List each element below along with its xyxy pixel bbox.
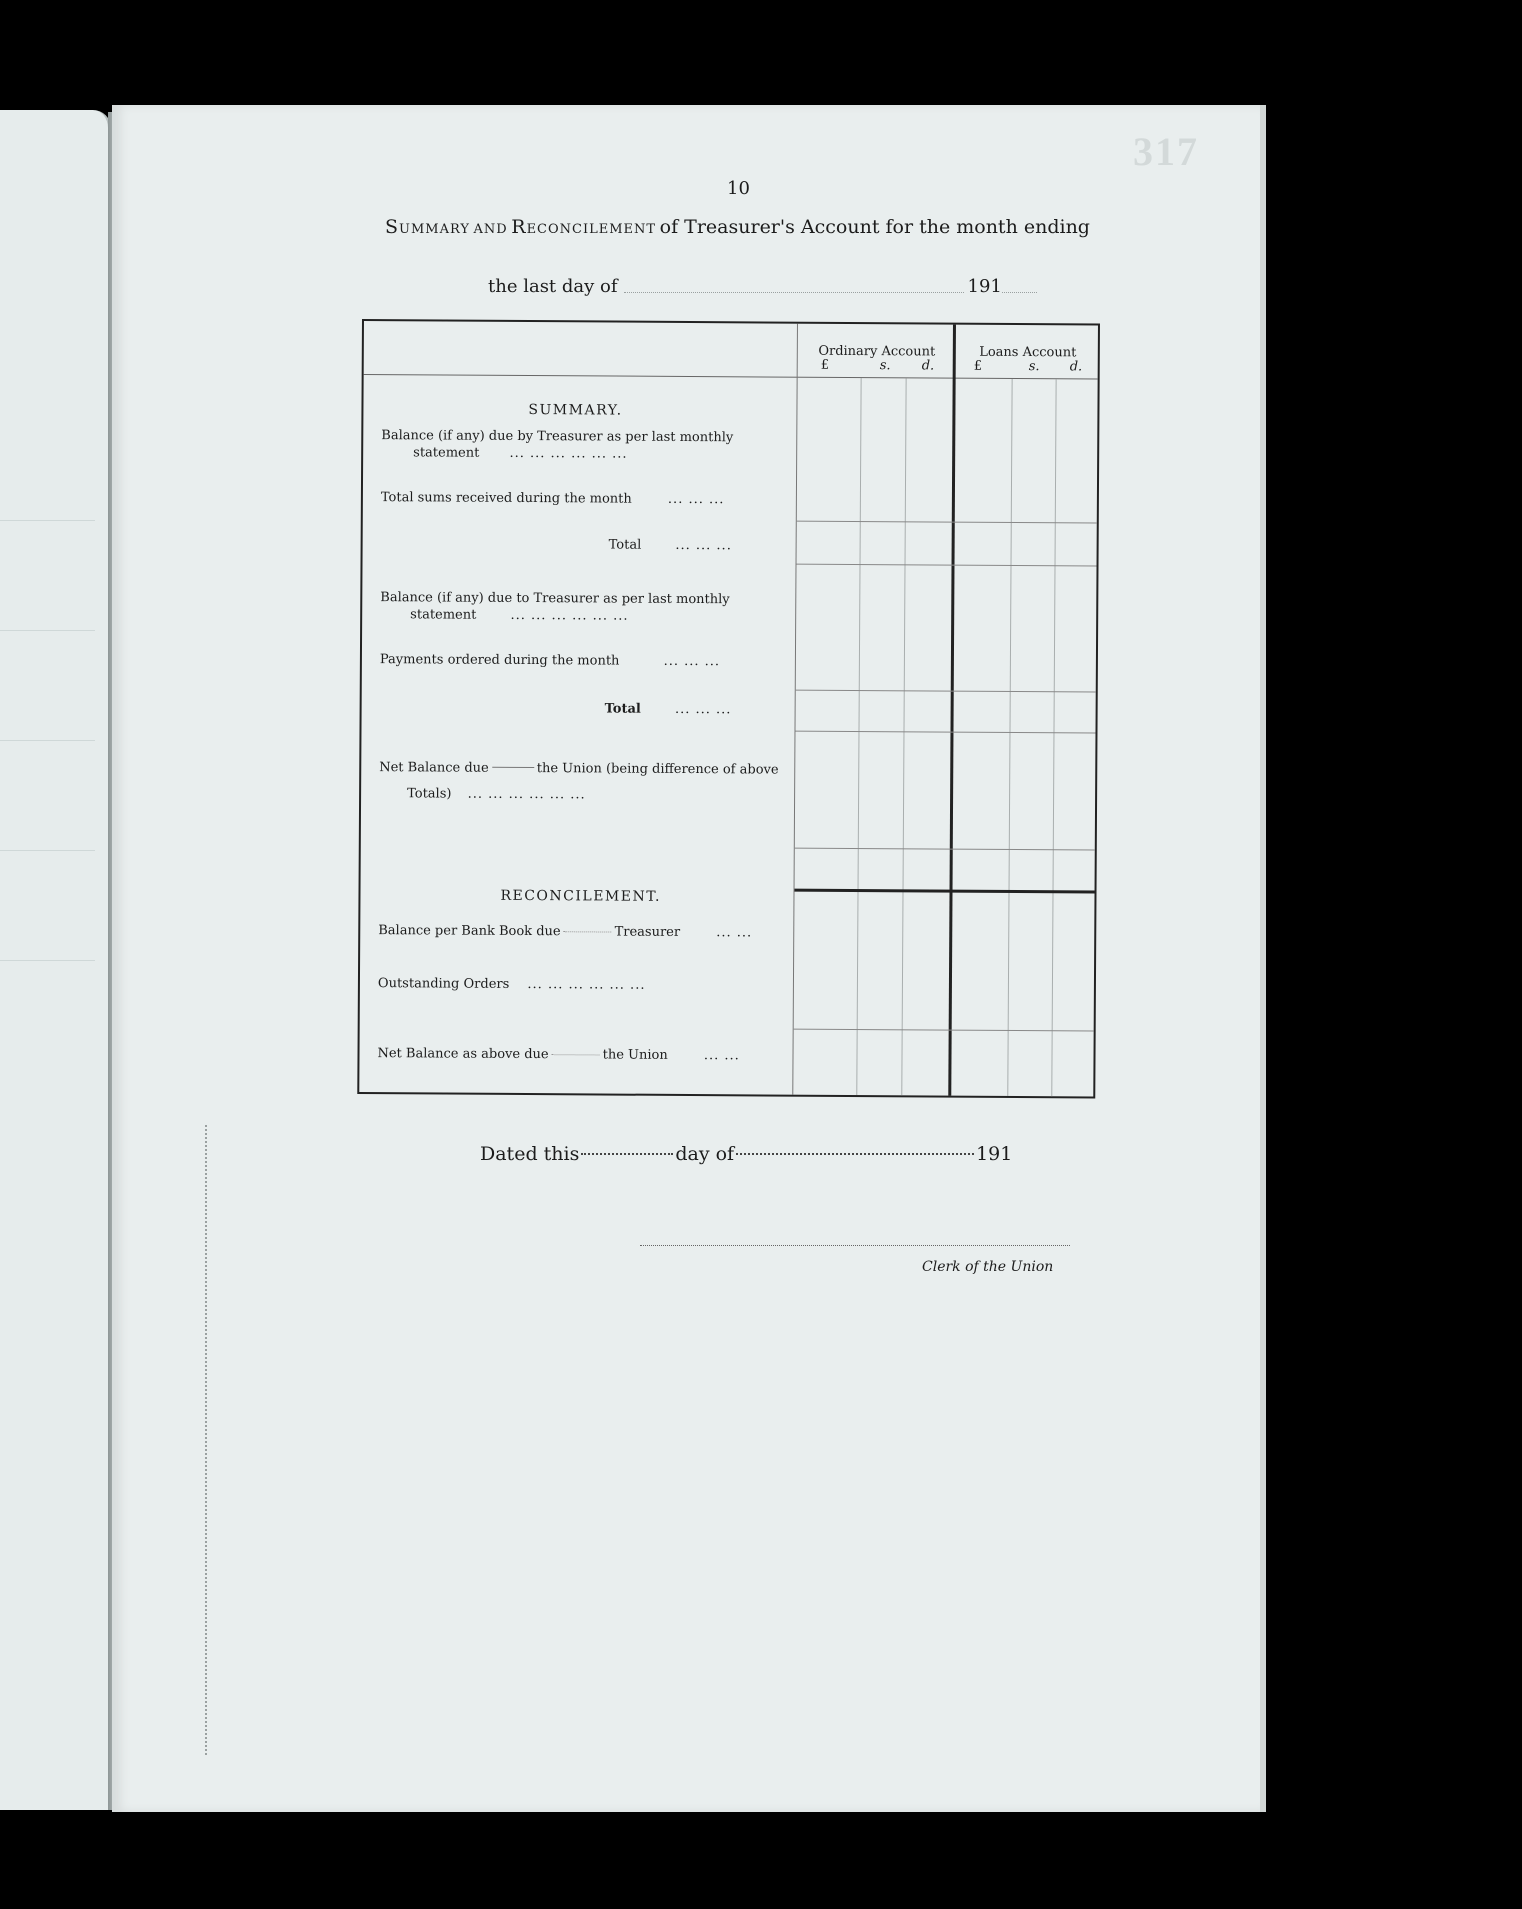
page-number: 10 — [727, 178, 750, 199]
clerk-signature-caption: Clerk of the Union — [922, 1259, 1054, 1275]
header-rule — [364, 374, 1098, 379]
page-rule — [0, 850, 95, 851]
ordinary-account-heading: Ordinary Account — [818, 343, 936, 360]
row-bank-book: Balance per Bank Book due Treasurer ... ... — [378, 923, 753, 941]
account-table — [357, 319, 1100, 1098]
month-ending-line — [488, 276, 1037, 297]
column-rule — [1051, 379, 1056, 1096]
row-total-received: Total sums received during the month ... ... ... — [380, 490, 725, 508]
reconcilement-heading: RECONCILEMENT. — [500, 887, 662, 905]
ordinary-pence: d. — [921, 358, 935, 374]
row-net-balance: Net Balance due the Union (being difference of above — [379, 760, 779, 778]
loans-shillings: s. — [1028, 359, 1040, 375]
total-rule — [797, 564, 1097, 567]
month-ending-year: 191 — [967, 276, 1002, 297]
signature-line[interactable] — [640, 1245, 1070, 1246]
page-rule — [0, 740, 95, 741]
row-total-1: Total ... ... ... — [608, 537, 732, 554]
summary-heading: SUMMARY. — [528, 402, 623, 419]
page-rule — [0, 630, 95, 631]
page-rule — [0, 520, 95, 521]
reconcilement-rule — [794, 1029, 1094, 1032]
month-blank-2[interactable] — [736, 1153, 974, 1155]
account-divider-rule — [948, 325, 955, 1096]
row-outstanding-orders: Outstanding Orders ... ... ... ... ... ... — [377, 976, 646, 993]
total-rule — [795, 731, 1095, 734]
title-summary: Summary — [385, 216, 470, 238]
net-balance-rule — [795, 848, 1095, 851]
binding-stitches — [205, 1125, 207, 1755]
loans-pence: d. — [1069, 359, 1083, 375]
label-column-rule — [792, 324, 798, 1095]
year-blank[interactable] — [1002, 292, 1037, 293]
subtotal-rule — [796, 690, 1096, 693]
row-net-as-above: Net Balance as above due the Union ... ... — [377, 1046, 740, 1064]
ordinary-shillings: s. — [879, 358, 891, 374]
column-rule — [901, 378, 906, 1095]
left-page — [0, 110, 111, 1810]
title-rest: of Treasurer's Account for the month ending — [659, 216, 1090, 238]
section-divider-rule — [795, 889, 1095, 893]
row-payments-ordered: Payments ordered during the month ... ... ... — [379, 652, 721, 670]
bank-book-blank[interactable] — [564, 931, 612, 932]
column-rule — [856, 378, 861, 1095]
title-and: and — [473, 216, 508, 238]
row-balance-to-treasurer: Balance (if any) due to Treasurer as per last monthly statement ... ... ... ... ... ... — [380, 590, 730, 624]
month-ending-prefix: the last day of — [488, 276, 618, 297]
loans-account-heading: Loans Account — [979, 344, 1077, 361]
row-net-balance-cont: Totals) ... ... ... ... ... ... — [407, 786, 586, 803]
ordinary-pounds: £ — [820, 357, 830, 373]
dated-line: Dated this day of 191 — [480, 1143, 1013, 1165]
loans-pounds: £ — [973, 358, 983, 374]
column-rule — [1007, 379, 1012, 1096]
page-title — [385, 216, 1090, 238]
net-as-above-blank[interactable] — [552, 1054, 600, 1055]
net-balance-blank[interactable] — [492, 766, 534, 767]
archive-stamp: 317 — [1133, 129, 1199, 174]
row-balance-by-treasurer: Balance (if any) due by Treasurer as per last monthly statement ... ... ... ... ... ... — [381, 428, 734, 462]
title-reconcilement: Reconcilement — [511, 216, 657, 238]
subtotal-rule — [797, 521, 1097, 524]
day-blank[interactable] — [581, 1153, 673, 1155]
row-total-2: Total ... ... ... — [604, 701, 732, 718]
month-blank[interactable] — [624, 292, 964, 293]
page-rule — [0, 960, 95, 961]
